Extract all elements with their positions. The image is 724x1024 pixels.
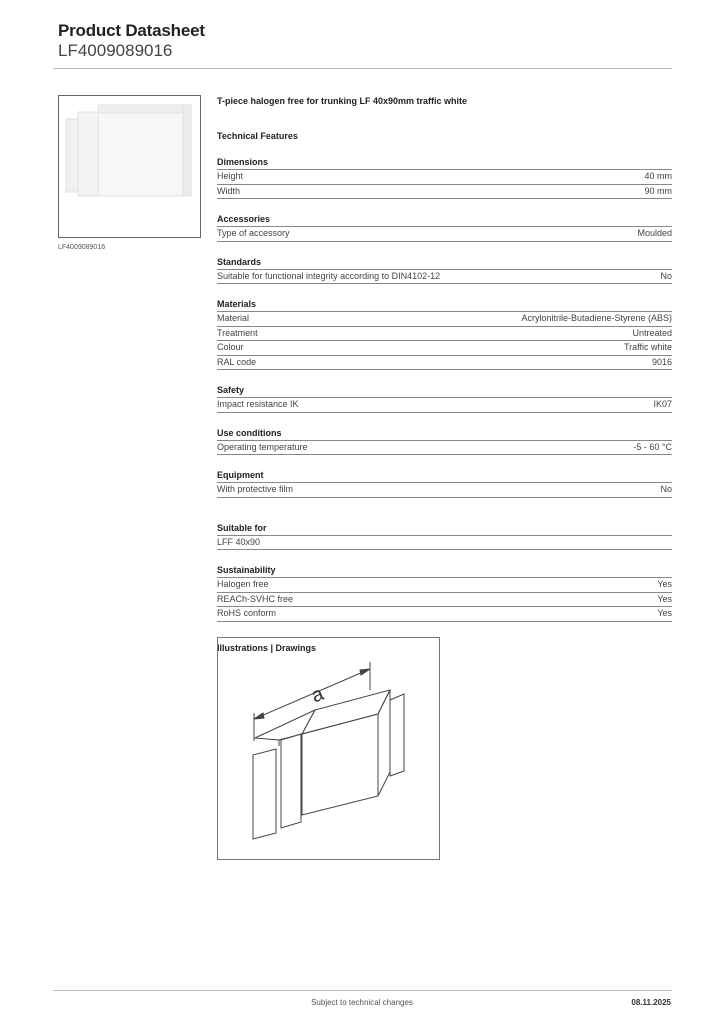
technical-drawing <box>217 637 440 860</box>
spec-value: No <box>660 270 672 281</box>
spec-label: RoHS conform <box>217 608 277 618</box>
spec-value: 40 mm <box>644 171 672 181</box>
spec-row <box>217 441 672 456</box>
page-header <box>58 21 205 61</box>
spec-label: Type of accessory <box>217 228 290 238</box>
spec-row <box>217 398 672 413</box>
spec-label: Impact resistance IK <box>217 399 299 409</box>
spec-value: Yes <box>657 593 672 604</box>
spec-row <box>217 536 672 551</box>
spec-label: Halogen free <box>217 579 269 589</box>
section-title: Safety <box>217 384 672 398</box>
spec-label: Operating temperature <box>217 441 308 452</box>
spec-value: 9016 <box>651 356 672 367</box>
header-divider <box>53 68 672 69</box>
section-accessories <box>217 213 672 242</box>
section-suitable-for <box>217 522 672 551</box>
spec-row <box>217 270 672 285</box>
spec-row <box>217 593 672 608</box>
spec-label: LFF 40x90 <box>217 536 261 547</box>
spec-row <box>217 578 672 593</box>
spec-row <box>217 312 672 327</box>
spec-row <box>217 227 672 242</box>
spec-label: RAL code <box>217 356 257 367</box>
section-use-conditions <box>217 427 672 456</box>
spec-value: Yes <box>657 608 672 618</box>
technical-features-heading: Technical Features <box>217 131 298 141</box>
spec-label: REACh-SVHC free <box>217 593 294 604</box>
spec-value: Traffic white <box>623 342 672 352</box>
spec-row <box>217 483 672 498</box>
section-title: Standards <box>217 256 672 270</box>
section-materials <box>217 298 672 370</box>
product-code: LF4009089016 <box>58 41 173 60</box>
section-title: Sustainability <box>217 564 672 578</box>
t-piece-drawing-icon <box>218 638 439 859</box>
spec-row <box>217 170 672 185</box>
spec-row <box>217 356 672 371</box>
spec-label: With protective film <box>217 484 294 494</box>
spec-content <box>217 95 672 654</box>
spec-label: Height <box>217 171 244 181</box>
section-title: Materials <box>217 298 672 312</box>
product-image <box>58 95 201 238</box>
spec-value: -5 - 60 °C <box>633 441 672 452</box>
spec-value: No <box>660 484 672 494</box>
page-title: Product Datasheet <box>58 21 205 40</box>
section-standards <box>217 256 672 285</box>
spec-row <box>217 327 672 342</box>
footer-note: Subject to technical changes <box>311 998 413 1007</box>
illustrations-heading: Illustrations | Drawings <box>217 642 317 653</box>
spec-value: Moulded <box>637 228 672 238</box>
spec-label: Treatment <box>217 327 258 338</box>
spec-value: Untreated <box>632 327 672 338</box>
spec-value: Yes <box>657 579 672 589</box>
t-piece-photo-icon <box>59 96 200 237</box>
spec-row <box>217 341 672 356</box>
section-title: Accessories <box>217 213 672 227</box>
spec-label: Suitable for functional integrity according to DIN4102-12 <box>217 270 441 281</box>
product-title: T-piece halogen free for trunking LF 40x90mm traffic white <box>217 96 468 106</box>
spec-value: Acrylonitrile-Butadiene-Styrene (ABS) <box>521 313 672 323</box>
spec-row <box>217 185 672 200</box>
footer-date: 08.11.2025 <box>631 998 671 1007</box>
section-sustainability <box>217 564 672 622</box>
spec-label: Material <box>217 313 250 323</box>
section-equipment <box>217 469 672 498</box>
spec-label: Width <box>217 185 241 196</box>
spec-row <box>217 607 672 622</box>
section-title: Suitable for <box>217 522 672 536</box>
spec-label: Colour <box>217 342 244 352</box>
section-dimensions <box>217 156 672 199</box>
dimension-label: a <box>308 682 327 708</box>
section-title: Equipment <box>217 469 672 483</box>
section-safety <box>217 384 672 413</box>
footer-divider <box>53 990 672 991</box>
spec-value: IK07 <box>653 399 672 409</box>
section-title: Dimensions <box>217 156 672 170</box>
image-caption: LF4009089016 <box>58 244 106 251</box>
spec-value: 90 mm <box>644 185 672 196</box>
section-title: Use conditions <box>217 427 672 441</box>
